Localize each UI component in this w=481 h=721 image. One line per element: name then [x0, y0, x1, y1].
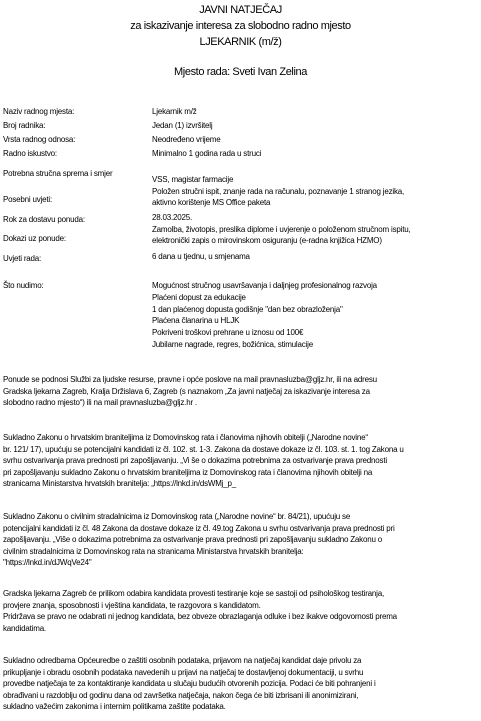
field-value-line: elektronički zapis o mirovinskom osiguranju (e-radna knjižica HZMO) [152, 236, 382, 245]
paragraph-line: Pridržava se pravo ne odabrati ni jednog kandidata, bez obveze obrazlaganja odluke i bez ikakve odgovornosti prema [3, 612, 397, 622]
field-label: Što nudimo: [3, 281, 44, 290]
field-value [152, 280, 478, 351]
field-value-line: Jubilarne nagrade, regres, božićnica, stimulacije [152, 339, 313, 349]
title-line-2: za iskazivanje interesa za slobodno radno mjesto [130, 20, 351, 32]
paragraph-line: Ponude se podnosi Službi za ljudske resurse, pravne i opće poslove na mail pravnasluzba@gljz.hr, ili na adresu [3, 375, 377, 384]
field-value-line: aktivno korištenje MS Office paketa [152, 198, 271, 207]
field-label: Vrsta radnog odnosa: [3, 135, 76, 144]
application-paragraph [3, 374, 479, 409]
field-label: Naziv radnog mjesta: [3, 107, 75, 116]
field-value: 28.03.2025. [152, 213, 193, 222]
field-value [152, 186, 478, 208]
paragraph-line: Gradska ljekarna Zagreb, Kralja Držislava 6, Zagreb (s naznakom „Za javni natječaj za iskazivanje interesa za [3, 386, 370, 396]
paragraph-line: provjere znanja, sposobnosti i vještina kandidata, te razgovora s kandidatom. [3, 600, 261, 610]
field-label: Posebni uvjeti: [3, 195, 53, 204]
veterans-paragraph [3, 432, 479, 490]
field-label: Rok za dostavu ponuda: [3, 215, 85, 224]
field-value-line: 1 dan plaćenog dopusta godišnje "dan bez obrazloženja" [152, 304, 343, 314]
selection-paragraph [3, 588, 479, 634]
field-value: Neodređeno vrijeme [152, 135, 221, 144]
paragraph-line: pri zapošljavanju sukladno Zakonu o hrvatskim braniteljima iz Domovinskog rata i članovima njihovih obitelji na [3, 467, 373, 477]
field-value: Jedan (1) izvršitelj [152, 121, 213, 130]
paragraph-line: Sukladno Zakonu o hrvatskim braniteljima iz Domovinskog rata i članovima njihovih obitelji („Narodne novine“ [3, 433, 368, 442]
field-value-line: Pokriveni troškovi prehrane u iznosu od 100€ [152, 328, 304, 338]
paragraph-line: prikupljanje i obradu osobnih podataka navedenih u prijavi na natječaj te dostavljenoj dokumentaciji, u svrhu [3, 667, 364, 677]
paragraph-line: obrađivani u razdoblju od godinu dana od završetka natječaja, nakon čega će biti izbrisani ili anonimizirani, [3, 690, 359, 700]
field-label: Radno iskustvo: [3, 149, 57, 158]
civilian-victims-paragraph [3, 511, 479, 569]
paragraph-line: provedbe natječaja te za kontaktiranje kandidata u slučaju budućih otvorenih pozicija. Podaci će biti pohranjeni i [3, 679, 376, 689]
paragraph-line: stranicama Ministarstva hrvatskih branitelja: „https://lnkd.in/dsWMj_p_ [3, 479, 237, 489]
paragraph-line: kandidatima. [3, 623, 46, 633]
field-label: Broj radnika: [3, 121, 46, 130]
paragraph-line: sukladno važećim zakonima i internim politikama zaštite podataka. [3, 702, 226, 712]
field-label: Uvjeti rada: [3, 254, 42, 263]
title-line-1: JAVNI NATJEČAJ [199, 4, 282, 16]
title-line-3: LJEKARNIK (m/ž) [199, 36, 282, 48]
field-value: VSS, magistar farmacije [152, 175, 234, 184]
paragraph-line: "https://lnkd.in/dJWqVe24" [3, 558, 92, 568]
paragraph-line: Gradska ljekarna Zagreb će prilikom odabira kandidata provesti testiranje koje se sastoji od psihološkog testiranja, [3, 589, 385, 598]
paragraph-line: slobodno radno mjesto“) ili na mail pravnasluzba@gljz.hr . [3, 398, 197, 408]
field-value-line: Plaćeni dopust za edukacije [152, 292, 246, 302]
field-value: Ljekarnik m/ž [152, 107, 197, 116]
field-value-line: Plaćena članarina u HLJK [152, 316, 240, 326]
field-label: Potrebna stručna sprema i smjer [3, 169, 113, 178]
field-value [152, 224, 478, 246]
field-value: 6 dana u tjednu, u smjenama [152, 252, 250, 261]
paragraph-line: zapošljavanju. „Više o dokazima potrebnima za ostvarivanje prava prednosti pri zapošljavanju sukladno Zakonu o [3, 535, 382, 545]
paragraph-line: civilnim stradalnicima iz Domovinskog rata na stranicama Ministarstva hrvatskih branitelja: [3, 546, 304, 556]
paragraph-line: Sukladno Zakonu o civilnim stradalnicima iz Domovinskog rata („Narodne novine“ br. 84/21), upućuju se [3, 512, 351, 521]
field-value-line: Zamolba, životopis, preslika diplome i uvjerenje o položenom stručnom ispitu, [152, 225, 411, 234]
field-value: Minimalno 1 godina rada u struci [152, 149, 262, 158]
field-value-line: Mogućnost stručnog usavršavanja i daljnjeg profesionalnog razvoja [152, 281, 377, 290]
paragraph-line: potencijalni kandidati iz čl. 48 Zakona da dostave dokaze iz čl. 49.tog Zakona u svrhu ostvarivanja prava prednosti pri [3, 523, 395, 533]
work-location-heading: Mjesto rada: Sveti Ivan Zelina [174, 66, 307, 78]
field-label: Dokazi uz ponude: [3, 234, 66, 243]
field-value-line: Položen stručni ispit, znanje rada na računalu, poznavanje 1 stranog jezika, [152, 187, 405, 196]
data-protection-paragraph [3, 655, 479, 713]
paragraph-line: svrhu ostvarivanja prava prednosti pri zapošljavanju. „Vi še o dokazima potrebnima za ostvarivanje prava prednosti [3, 456, 387, 466]
paragraph-line: br. 121/ 17), upućuju se potencijalni kandidati iz čl. 102. st. 1-3. Zakona da dostave dokaze iz čl. 103. st. 1. tog Zakona u [3, 444, 404, 454]
paragraph-line: Sukladno odredbama Općeuredbe o zaštiti osobnih podataka, prijavom na natječaj kandidat daje privolu za [3, 656, 362, 665]
